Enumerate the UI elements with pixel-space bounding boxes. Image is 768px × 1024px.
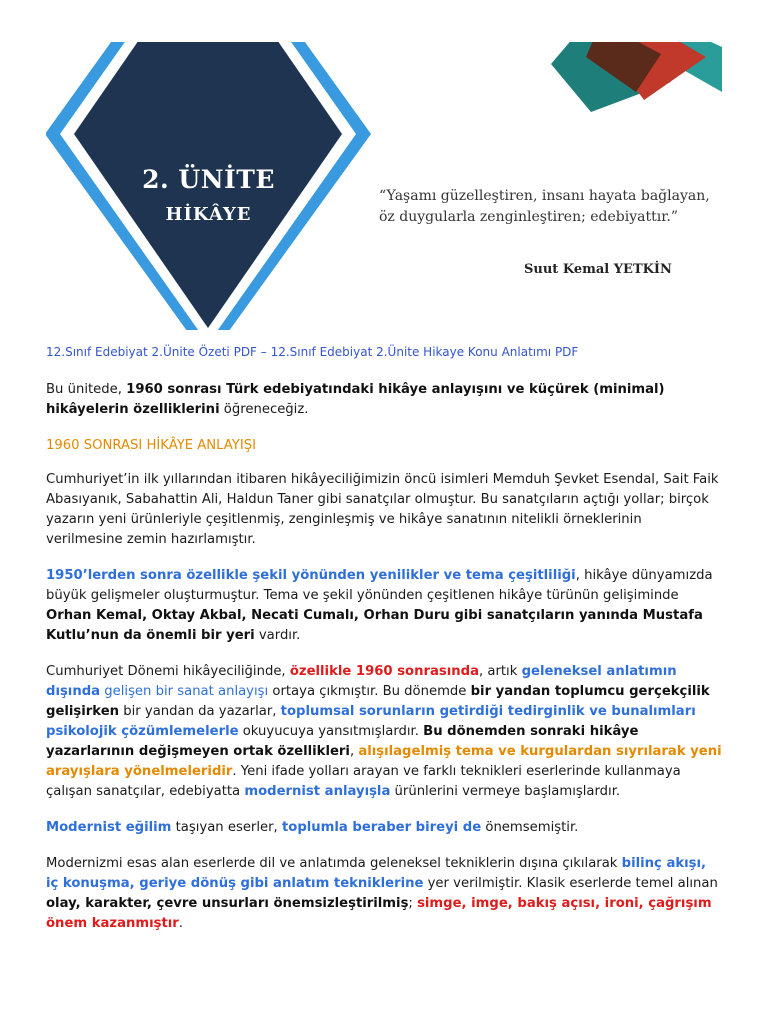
p3-text-m: alışılagelmiş tema ve kurgulardan sıyrılarak yeni arayışlara yönelmeleridir <box>46 744 722 779</box>
paragraph-4 <box>46 818 722 838</box>
p4-text-a: Modernist eğilim <box>46 820 172 835</box>
paragraph-1: Cumhuriyet’in ilk yıllarından itibaren hikâyeciliğimizin öncü isimleri Memduh Şevket Esendal, Sait Faik Abasıyanık, Sabahattin Ali, Haldun Taner gibi sanatçılar olmuştur. Bu sanatçıların açtığı yollar; birçok yazarın yeni ürünleriyle çeşitlenmiş, zenginleşmiş ve hikâye sanatının nitelikli örneklerinin verilmesine zemin hazırlamıştır. <box>46 472 719 547</box>
p3-text-c: , artık <box>479 664 522 679</box>
paragraph-2 <box>46 566 722 646</box>
p3-text-a: Cumhuriyet Dönemi hikâyeciliğinde, <box>46 664 290 679</box>
intro-text-a: Bu ünitede, <box>46 382 127 397</box>
p2-text-b: , hikâye dünyamızda büyük gelişmeler oluşturmuştur. Tema ve şekil yönünden çeşitlenen hikâye türünün gelişiminde <box>46 568 713 603</box>
article-body <box>46 342 722 950</box>
p3-text-o: modernist anlayışla <box>244 784 391 799</box>
p3-text-h: bir yandan da yazarlar, <box>119 704 281 719</box>
banner-quote: “Yaşamı güzelleştiren, insanı hayata bağlayan, öz duygularla zenginleştiren; edebiyattır.” <box>379 188 710 225</box>
p5-text-a: Modernizmi esas alan eserlerde dil ve anlatımda geleneksel tekniklerin dışına çıkılarak <box>46 856 622 871</box>
p2-text-a: 1950’lerden sonra özellikle şekil yönünden yenilikler ve tema çeşitliliği <box>46 568 576 583</box>
p4-text-b: taşıyan eserler, <box>171 820 282 835</box>
p3-text-i: toplumsal sorunların getirdiği tedirginlik ve bunalımları psikolojik çözümlemelerle <box>46 704 696 739</box>
p5-text-f: simge, imge, bakış açısı, ironi, çağrışım önem kazanmıştır <box>46 896 712 931</box>
p3-text-j: okuyucuya yansıtmışlardır. <box>238 724 424 739</box>
intro-text-b: 1960 sonrası Türk edebiyatındaki hikâye anlayışını ve küçürek (minimal) hikâyelerin özelliklerini <box>46 382 665 417</box>
paragraph-5 <box>46 854 722 934</box>
p3-text-p: ürünlerini vermeye başlamışlardır. <box>390 784 621 799</box>
intro-text-c: öğreneceğiz. <box>219 402 309 417</box>
p3-text-f: ortaya çıkmıştır. Bu dönemde <box>268 684 471 699</box>
paragraph-3 <box>46 662 722 802</box>
p3-text-b: özellikle 1960 sonrasında <box>289 664 479 679</box>
p4-text-c: toplumla beraber bireyi de <box>281 820 482 835</box>
p3-text-g: bir yandan toplumcu gerçekçilik gelişirken <box>46 684 710 719</box>
p3-text-n: . Yeni ifade yolları arayan ve farklı teknikleri eserlerinde kullanmaya çalışan sanatçılar, edebiyatta <box>46 764 681 799</box>
p5-text-d: olay, karakter, çevre unsurları önemsizleştirilmiş <box>46 896 409 911</box>
p5-text-g: . <box>178 916 183 931</box>
intro-paragraph <box>46 380 722 420</box>
p5-text-b: bilinç akışı, iç konuşma, geriye dönüş gibi anlatım tekniklerine <box>46 856 707 891</box>
article-link-title[interactable]: 12.Sınıf Edebiyat 2.Ünite Özeti PDF – 12.Sınıf Edebiyat 2.Ünite Hikaye Konu Anlatımı PDF <box>46 345 579 359</box>
p5-text-e: ; <box>408 896 418 911</box>
p4-text-d: önemsemiştir. <box>481 820 579 835</box>
unit-banner <box>46 42 722 330</box>
p3-text-k: Bu dönemden sonraki hikâye yazarlarının değişmeyen ortak özellikleri <box>46 724 639 759</box>
section-heading: 1960 SONRASI HİKÂYE ANLAYIŞI <box>46 438 257 453</box>
quote-author: Suut Kemal YETKİN <box>524 262 672 277</box>
p2-text-d: vardır. <box>254 628 301 643</box>
p5-text-c: yer verilmiştir. Klasik eserlerde temel alınan <box>423 876 718 891</box>
unit-subtitle: HİKÂYE <box>165 204 252 225</box>
p3-text-l: , <box>349 744 359 759</box>
p3-text-d: geleneksel anlatımın dışında <box>46 664 677 699</box>
unit-title: 2. ÜNİTE <box>142 165 275 194</box>
p3-text-e: gelişen bir sanat anlayışı <box>100 684 269 699</box>
p2-text-c: Orhan Kemal, Oktay Akbal, Necati Cumalı, Orhan Duru gibi sanatçıların yanında Mustafa Kutlu’nun da önemli bir yeri <box>46 608 703 643</box>
